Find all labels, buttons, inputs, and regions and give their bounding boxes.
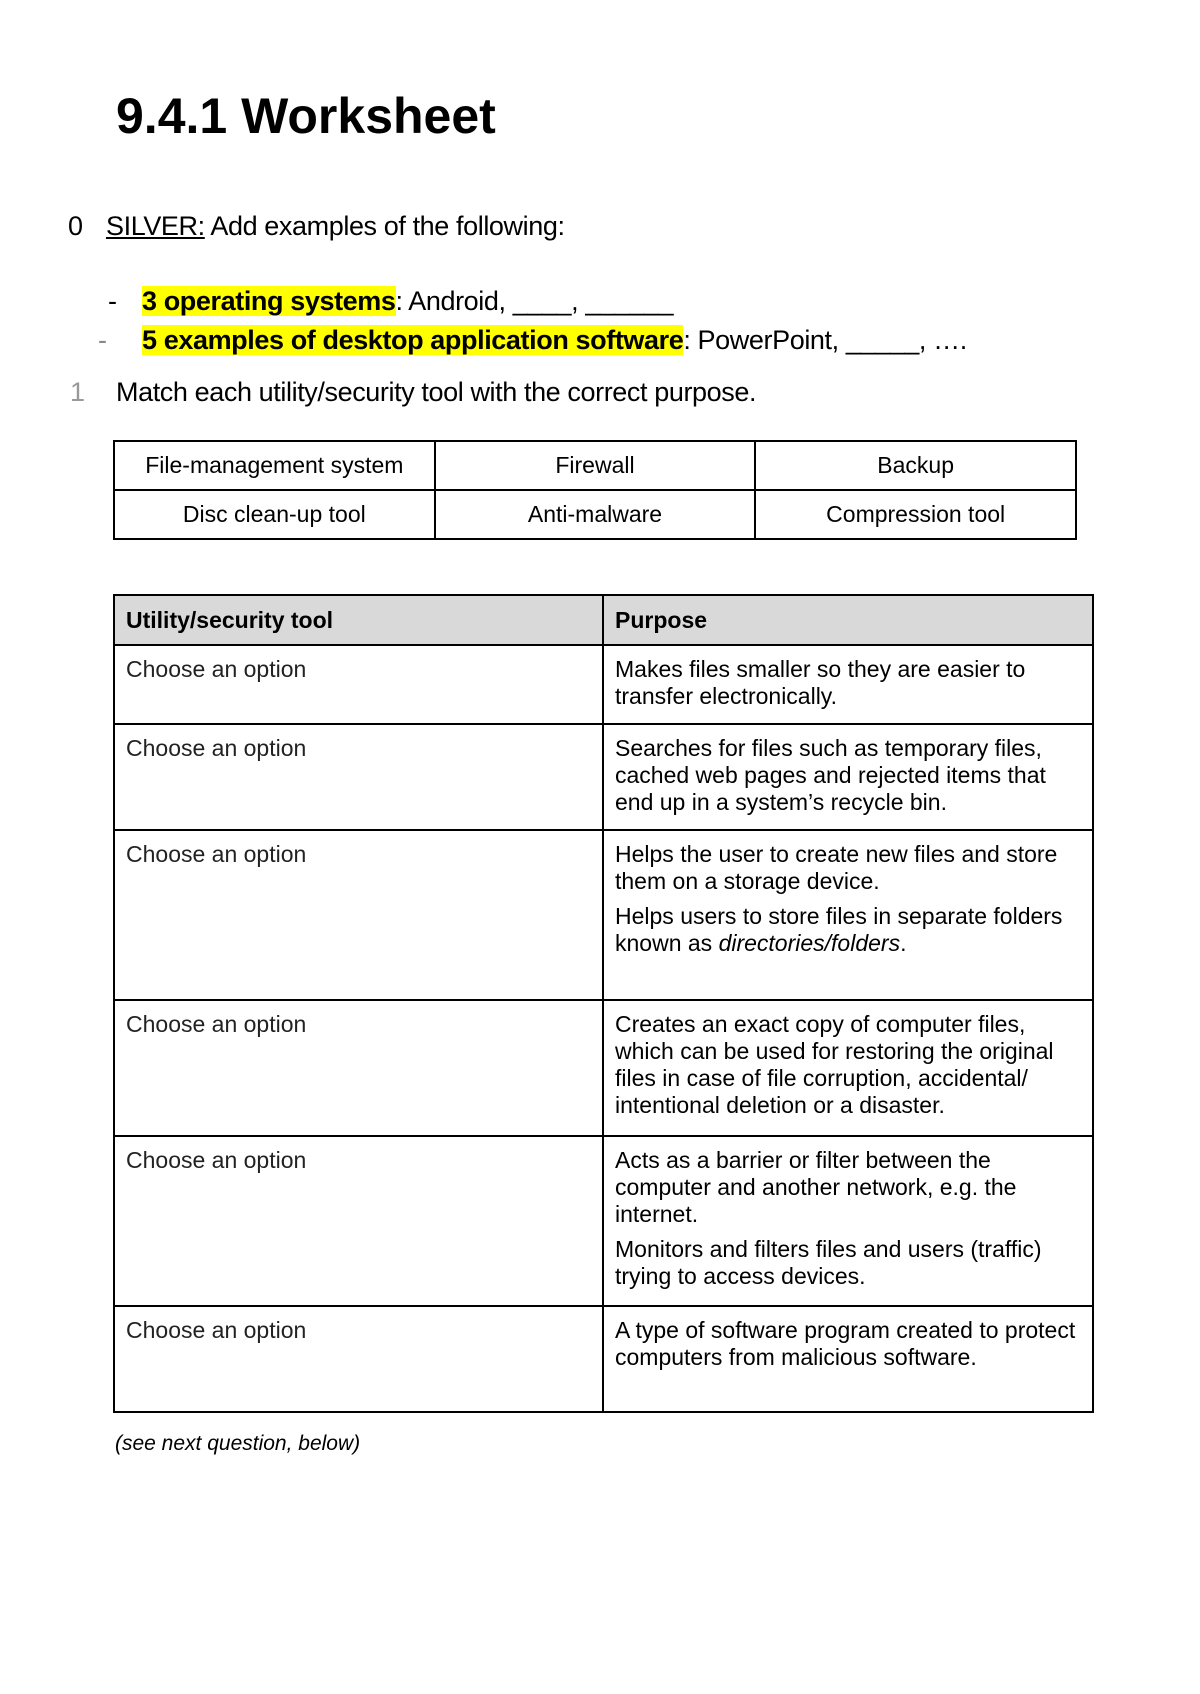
table-row — [114, 1306, 1093, 1412]
purpose-cell — [603, 830, 1093, 1000]
purpose-text: Makes files smaller so they are easier to transfer electronically. — [615, 656, 1026, 709]
purpose-text: A type of software program created to protect computers from malicious software. — [615, 1317, 1076, 1370]
purpose-cell — [603, 1000, 1093, 1136]
purpose-text: Monitors and filters files and users (traffic) trying to access devices. — [615, 1236, 1042, 1289]
purpose-cell — [603, 1136, 1093, 1306]
question-1-number: 1 — [70, 377, 85, 407]
matching-header-row — [114, 595, 1093, 645]
table-row — [114, 724, 1093, 830]
highlight-desktop-software: 5 examples of desktop application software — [142, 325, 684, 355]
option-cell: Compression tool — [755, 490, 1076, 539]
question-0 — [68, 208, 565, 244]
next-question-note: (see next question, below) — [115, 1432, 361, 1455]
purpose-text-end: . — [900, 930, 907, 956]
bullet-desktop-software — [98, 322, 967, 358]
option-cell: Disc clean-up tool — [114, 490, 435, 539]
purpose-text — [615, 903, 1081, 957]
choose-option-dropdown[interactable]: Choose an option — [114, 1306, 603, 1412]
option-cell: Firewall — [435, 441, 756, 490]
choose-option-dropdown[interactable]: Choose an option — [114, 1000, 603, 1136]
choose-option-dropdown[interactable]: Choose an option — [114, 1136, 603, 1306]
purpose-text: Helps the user to create new files and store them on a storage device. — [615, 841, 1058, 894]
table-row — [114, 645, 1093, 724]
table-row — [114, 1000, 1093, 1136]
bullet-dash: - — [108, 286, 117, 316]
purpose-text-part: Helps users to store files in separate folders known as — [615, 903, 1063, 956]
matching-table — [113, 594, 1094, 1413]
bullet-dash: - — [98, 325, 107, 355]
purpose-italic-term: directories/folders — [718, 930, 901, 956]
purpose-cell — [603, 1306, 1093, 1412]
operating-systems-answer[interactable]: : Android, ____, ______ — [395, 286, 674, 316]
highlight-operating-systems: 3 operating systems — [142, 286, 396, 316]
question-0-number: 0 — [68, 211, 83, 241]
column-header-purpose: Purpose — [603, 595, 1093, 645]
bullet-operating-systems — [108, 283, 673, 319]
choose-option-dropdown[interactable]: Choose an option — [114, 724, 603, 830]
option-cell: Backup — [755, 441, 1076, 490]
options-row — [114, 490, 1076, 539]
page-title: 9.4.1 Worksheet — [116, 88, 496, 144]
question-1-text: Match each utility/security tool with the correct purpose. — [116, 377, 757, 407]
option-cell: Anti-malware — [435, 490, 756, 539]
purpose-text: Acts as a barrier or filter between the computer and another network, e.g. the internet. — [615, 1147, 1017, 1227]
table-row — [114, 830, 1093, 1000]
options-row — [114, 441, 1076, 490]
purpose-cell — [603, 645, 1093, 724]
option-cell: File-management system — [114, 441, 435, 490]
question-1 — [70, 374, 756, 410]
silver-label: SILVER: — [106, 211, 205, 241]
table-row — [114, 1136, 1093, 1306]
choose-option-dropdown[interactable]: Choose an option — [114, 645, 603, 724]
purpose-cell — [603, 724, 1093, 830]
options-table — [113, 440, 1077, 540]
desktop-software-answer[interactable]: : PowerPoint, _____, …. — [683, 325, 967, 355]
column-header-tool: Utility/security tool — [114, 595, 603, 645]
purpose-text: Creates an exact copy of computer files, which can be used for restoring the original files in case of file corruption, accidental/ intentional deletion or a disaster. — [615, 1011, 1054, 1118]
choose-option-dropdown[interactable]: Choose an option — [114, 830, 603, 1000]
purpose-text: Searches for files such as temporary files, cached web pages and rejected items that end up in a system’s recycle bin. — [615, 735, 1046, 815]
question-0-text: Add examples of the following: — [204, 211, 565, 241]
